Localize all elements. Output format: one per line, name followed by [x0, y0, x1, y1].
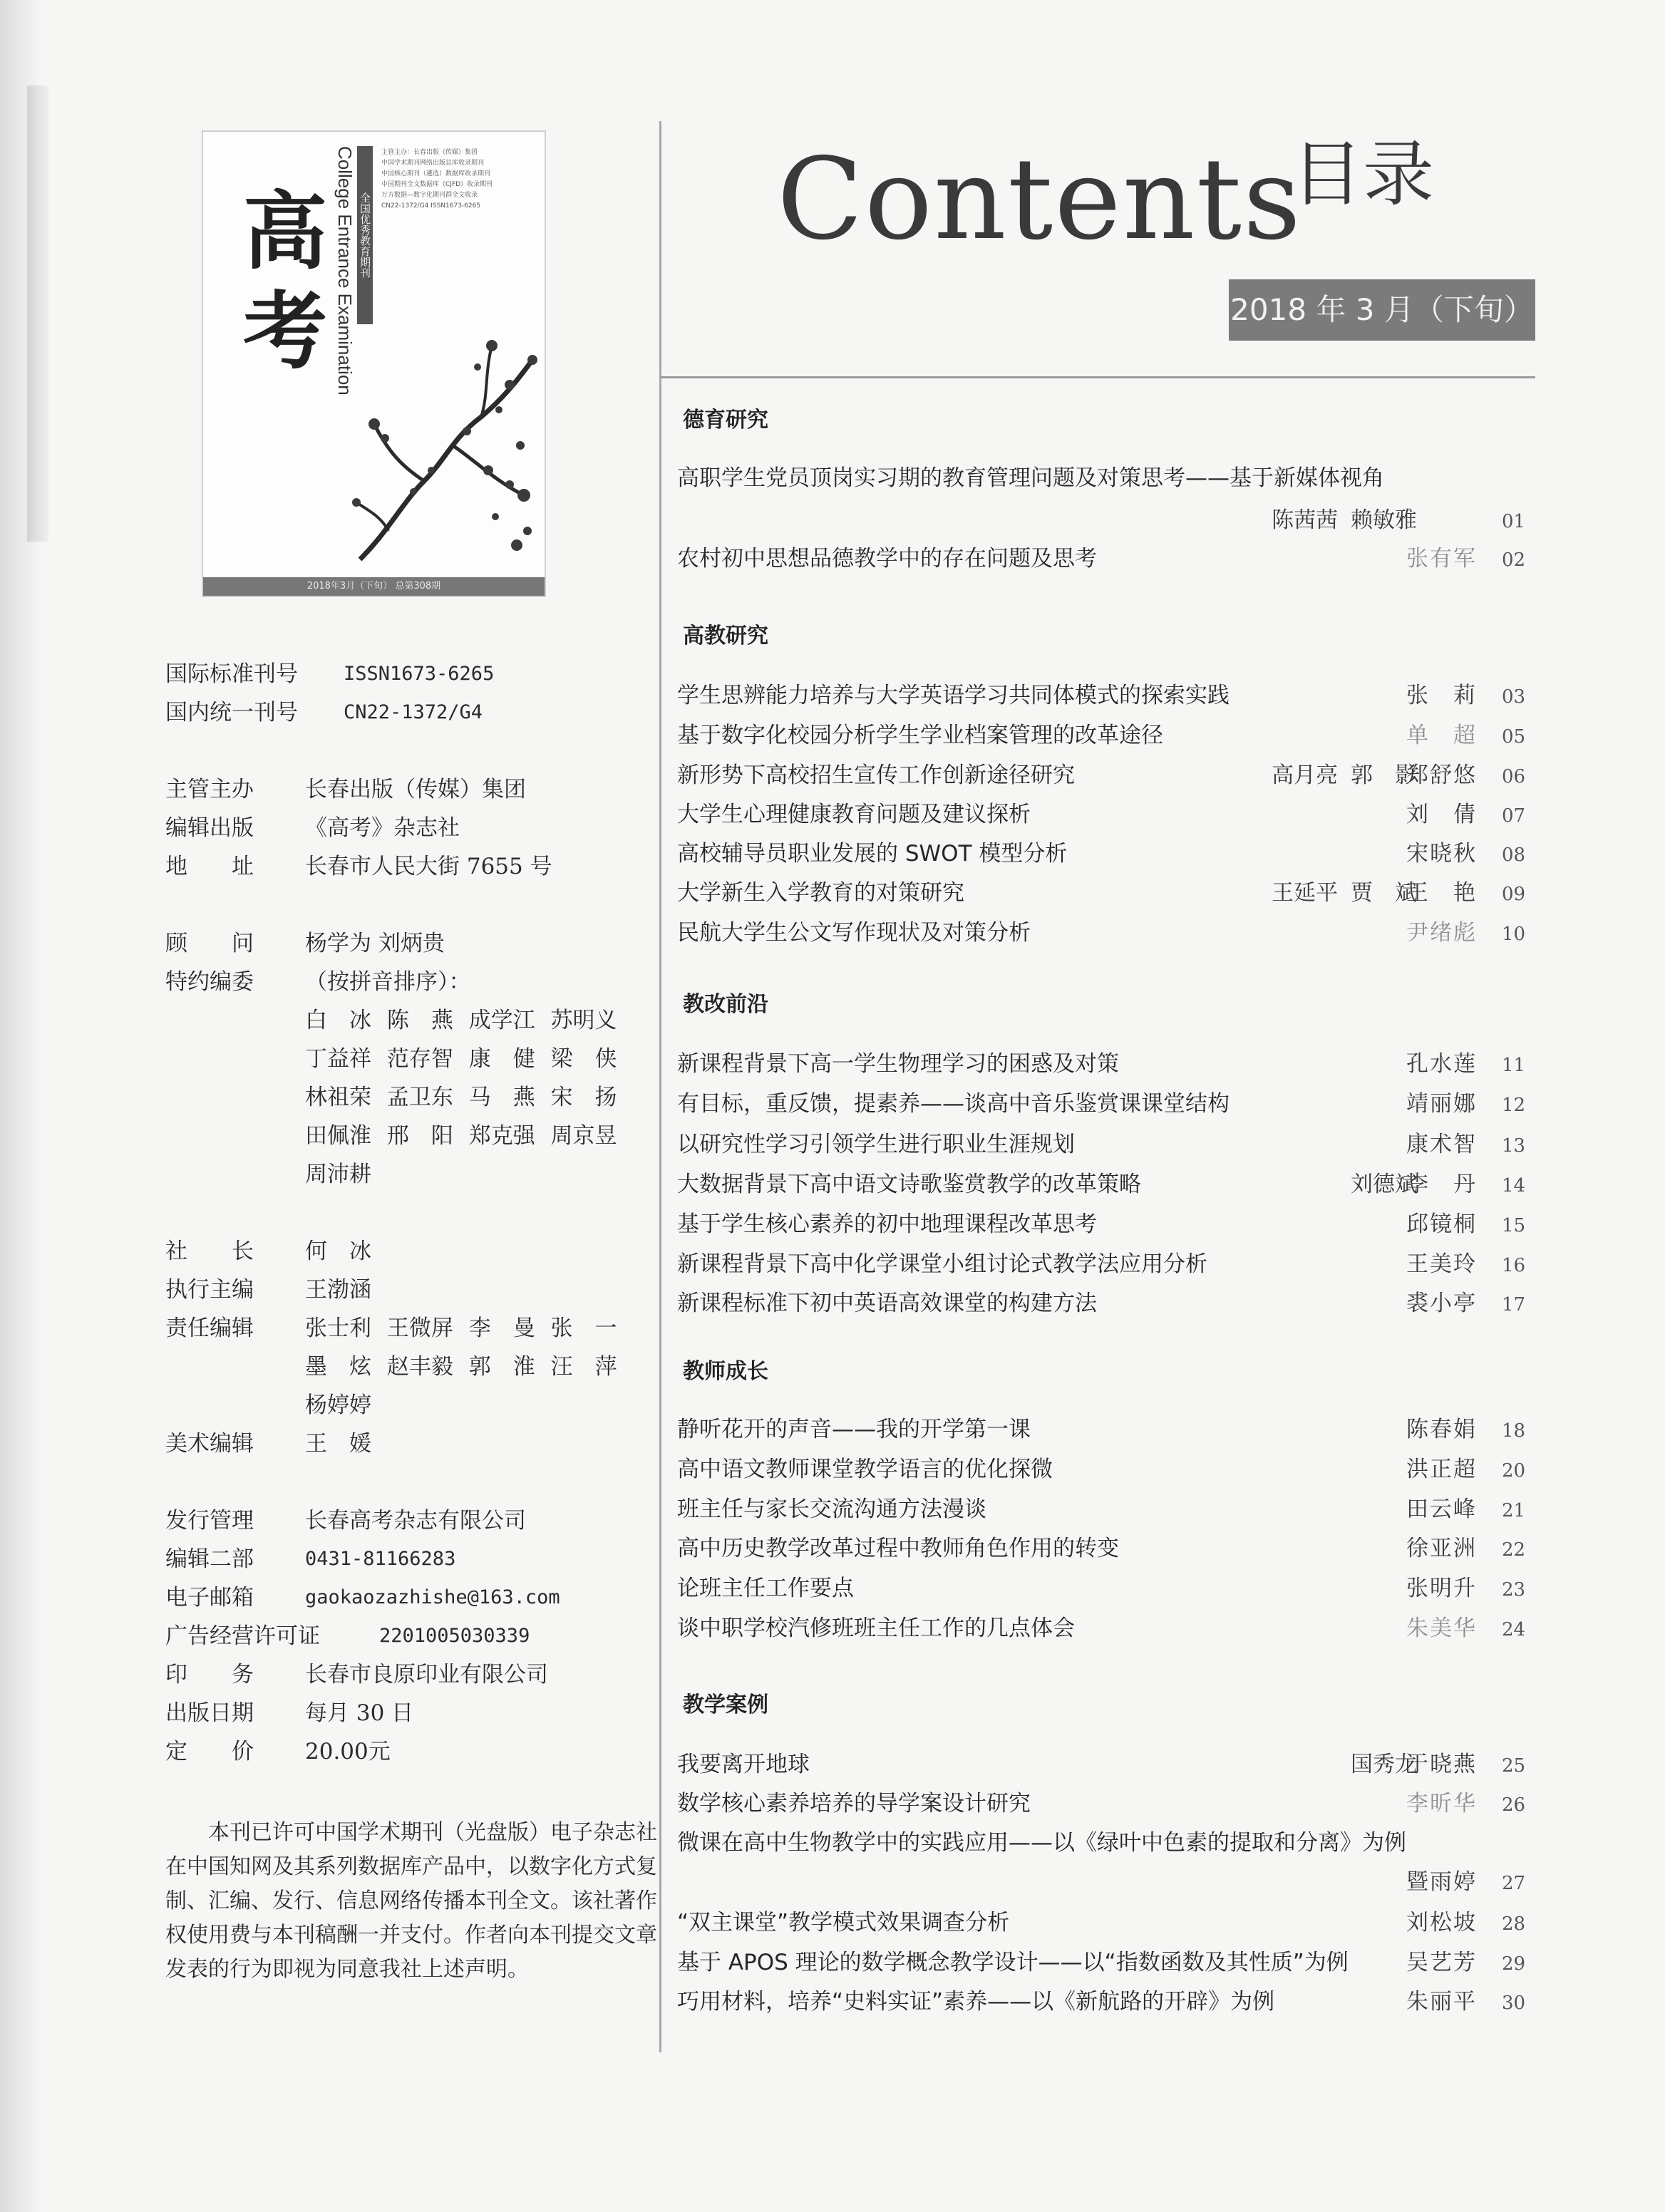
toc-entry-title: 数学核心素养培养的导学案设计研究 — [677, 1791, 1031, 1816]
toc-entry-author: 李 丹 — [1406, 1172, 1477, 1197]
toc-entry-page: 16 — [1502, 1255, 1526, 1276]
toc-entry-page: 01 — [1502, 511, 1526, 532]
toc-entry-title: “双主课堂”教学模式效果调查分析 — [677, 1910, 1010, 1936]
distribution-value: 长春高考杂志有限公司 — [305, 1508, 526, 1534]
toc-entry-page: 10 — [1502, 924, 1526, 945]
toc-entry-title: 新课程背景下高中化学课堂小组讨论式教学法应用分析 — [677, 1251, 1207, 1277]
header-rule — [661, 376, 1535, 378]
price-value: 20.00元 — [305, 1739, 391, 1764]
toc-entry-author: 暨雨婷 — [1406, 1869, 1477, 1895]
art-editor-label: 美术编辑 — [165, 1431, 254, 1457]
toc-entry-coauthors: 高月亮 郭 影 — [1272, 763, 1417, 788]
toc-entry-author: 裘小亭 — [1406, 1291, 1477, 1316]
magazine-cover-image — [202, 130, 546, 597]
toc-entry[interactable] — [677, 1864, 1532, 1901]
toc-entry-page: 15 — [1502, 1215, 1526, 1236]
toc-entry-title: 我要离开地球 — [677, 1752, 810, 1777]
distribution-row — [165, 1504, 664, 1538]
toc-entry-page: 11 — [1502, 1055, 1526, 1076]
toc-entry-author: 陈春娟 — [1406, 1417, 1477, 1442]
toc-entry-author: 于晓燕 — [1406, 1752, 1477, 1777]
toc-entry[interactable] — [677, 1045, 1532, 1082]
toc-entry[interactable] — [677, 1824, 1532, 1861]
cover-subtitle-en: College Entrance Examination — [334, 146, 356, 396]
distribution-label: 发行管理 — [165, 1508, 254, 1534]
price-row — [165, 1735, 664, 1769]
toc-entry-title: 有目标，重反馈，提素养——谈高中音乐鉴赏课课堂结构 — [677, 1091, 1230, 1117]
toc-entry-page: 14 — [1502, 1175, 1526, 1197]
publisher-label: 编辑出版 — [165, 815, 254, 841]
toc-entry-coauthors: 王延平 贾 斌 — [1272, 880, 1417, 906]
address-row — [165, 849, 664, 884]
mulu-heading: 目录 — [1292, 133, 1434, 216]
toc-entry-author: 洪正超 — [1406, 1457, 1477, 1482]
toc-entry[interactable] — [677, 1610, 1532, 1647]
resp-editors-line: 墨 炫 赵丰毅 郭 淮 汪 萍 — [305, 1354, 617, 1380]
toc-entry-page: 20 — [1502, 1460, 1526, 1482]
cn-row — [165, 696, 664, 730]
toc-entry-title: 新课程背景下高一学生物理学习的困惑及对策 — [677, 1051, 1119, 1077]
cover-note: 万方数据—数字化期刊群全文收录 — [381, 192, 478, 199]
art-editor-value: 王 媛 — [305, 1431, 371, 1457]
cover-notes — [381, 148, 535, 212]
issue-date-badge: 2018 年 3 月（下旬） — [1229, 279, 1535, 341]
toc-entry[interactable] — [677, 1491, 1532, 1528]
special-editors-note: （按拼音排序）： — [305, 969, 471, 995]
toc-entry-author: 朱美华 — [1406, 1616, 1477, 1641]
toc-entry[interactable] — [677, 1126, 1532, 1163]
toc-entry[interactable] — [677, 677, 1532, 714]
advisor-value: 杨学为 刘炳贵 — [305, 931, 445, 956]
toc-entry-title: 农村初中思想品德教学中的存在问题及思考 — [677, 546, 1097, 572]
resp-editors-line: 张士利 王微屏 李 曼 张 一 — [305, 1316, 617, 1341]
sponsor-label: 主管主办 — [165, 777, 254, 802]
toc-entry-page: 09 — [1502, 884, 1526, 905]
page-curl-shadow — [27, 86, 48, 542]
cover-note: 主管主办：长春出版（传媒）集团 — [381, 149, 478, 156]
toc-section-heading: 教改前沿 — [683, 992, 768, 1017]
toc-entry-title: 高职学生党员顶岗实习期的教育管理问题及对策思考——基于新媒体视角 — [677, 465, 1384, 491]
cn-label: 国内统一刊号 — [165, 700, 298, 725]
toc-entry-page: 07 — [1502, 805, 1526, 827]
special-editors-line: 周沛耕 — [305, 1162, 371, 1187]
advisor-row — [165, 926, 664, 961]
toc-entry-title: 谈中职学校汽修班班主任工作的几点体会 — [677, 1616, 1075, 1641]
email-value: gaokaozazhishe@163.com — [305, 1586, 560, 1608]
publisher-row — [165, 811, 664, 845]
toc-entry-page: 05 — [1502, 726, 1526, 748]
toc-entry-author: 郑舒悠 — [1406, 763, 1477, 788]
ad-license-row — [165, 1619, 664, 1653]
toc-entry[interactable] — [677, 1246, 1532, 1283]
toc-entry-author: 李昕华 — [1406, 1791, 1477, 1816]
toc-entry-coauthors: 刘德斌 — [1351, 1172, 1417, 1197]
toc-entry-page: 13 — [1502, 1135, 1526, 1157]
resp-editors-row — [165, 1311, 664, 1345]
toc-entry[interactable] — [677, 1983, 1532, 2020]
column-divider — [659, 121, 661, 2052]
toc-entry-page: 28 — [1502, 1913, 1526, 1935]
cover-footer: 2018年3月（下旬） 总第308期 — [203, 577, 545, 596]
toc-entry[interactable] — [677, 1746, 1532, 1783]
toc-entry[interactable] — [677, 460, 1532, 497]
toc-section-heading: 教师成长 — [683, 1359, 768, 1384]
toc-entry-title: 高中语文教师课堂教学语言的优化探微 — [677, 1457, 1053, 1482]
toc-entry-title: 大数据背景下高中语文诗歌鉴赏教学的改革策略 — [677, 1172, 1141, 1197]
toc-entry[interactable] — [677, 1785, 1532, 1822]
toc-entry-page: 12 — [1502, 1095, 1526, 1116]
toc-entry-author: 朱丽平 — [1406, 1989, 1477, 2015]
toc-entry-page: 06 — [1502, 766, 1526, 787]
toc-entry-title: 静听花开的声音——我的开学第一课 — [677, 1417, 1031, 1442]
cover-band: 全国优秀教育期刊 — [357, 146, 373, 324]
toc-entry-title: 以研究性学习引领学生进行职业生涯规划 — [677, 1132, 1075, 1157]
ad-license-value: 2201005030339 — [379, 1625, 530, 1647]
printer-value: 长春市良原印业有限公司 — [305, 1662, 548, 1688]
resp-editors-line: 杨婷婷 — [305, 1392, 371, 1418]
address-value: 长春市人民大街 7655 号 — [305, 854, 552, 879]
toc-entry-page: 26 — [1502, 1794, 1526, 1816]
toc-entry[interactable] — [677, 1944, 1532, 1981]
toc-entry-author: 刘松坡 — [1406, 1910, 1477, 1936]
toc-entry-author: 尹绪彪 — [1406, 920, 1477, 946]
dept2-label: 编辑二部 — [165, 1546, 254, 1572]
advisor-label: 顾 问 — [165, 931, 254, 956]
email-row — [165, 1581, 664, 1615]
toc-entry-author: 孔水莲 — [1406, 1051, 1477, 1077]
toc-entry-author: 吴艺芳 — [1406, 1950, 1477, 1975]
issn-row — [165, 657, 664, 691]
toc-entry-author: 邱镜桐 — [1406, 1211, 1477, 1237]
toc-entry-title: 班主任与家长交流沟通方法漫谈 — [677, 1497, 986, 1522]
email-label: 电子邮箱 — [165, 1585, 254, 1611]
toc-entry-title: 巧用材料，培养“史料实证”素养——以《新航路的开辟》为例 — [677, 1989, 1275, 2015]
toc-entry-page: 03 — [1502, 686, 1526, 708]
issn-label: 国际标准刊号 — [165, 661, 298, 687]
president-label: 社 长 — [165, 1239, 254, 1264]
price-label: 定 价 — [165, 1739, 254, 1764]
sponsor-row — [165, 772, 664, 807]
toc-entry-title: 新形势下高校招生宣传工作创新途径研究 — [677, 763, 1075, 788]
toc-entry-title: 基于 APOS 理论的数学概念教学设计——以“指数函数及其性质”为例 — [677, 1950, 1349, 1975]
toc-entry-page: 29 — [1502, 1953, 1526, 1975]
toc-entry-page: 17 — [1502, 1294, 1526, 1316]
toc-entry[interactable] — [677, 1904, 1532, 1941]
address-label: 地 址 — [165, 854, 254, 879]
chief-editor-value: 王渤涵 — [305, 1277, 371, 1303]
toc-entry-title: 大学生心理健康教育问题及建议探析 — [677, 802, 1031, 827]
special-editors-line: 丁益祥 范存智 康 健 梁 侠 — [305, 1046, 617, 1072]
special-editors-line: 林祖荣 孟卫东 马 燕 宋 扬 — [305, 1085, 617, 1110]
toc-entry[interactable] — [677, 1166, 1532, 1203]
toc-entry-page: 25 — [1502, 1755, 1526, 1777]
toc-entry-title: 微课在高中生物教学中的实践应用——以《绿叶中色素的提取和分离》为例 — [677, 1830, 1406, 1856]
pub-date-value: 每月 30 日 — [305, 1700, 414, 1726]
art-editor-row — [165, 1427, 664, 1461]
cover-note: 中国期刊全文数据库（CJFD）收录期刊 — [381, 181, 493, 188]
toc-entry[interactable] — [677, 1206, 1532, 1243]
toc-entry-coauthors: 国秀龙 — [1351, 1752, 1417, 1777]
toc-entry-title: 高中历史教学改革过程中教师角色作用的转变 — [677, 1536, 1119, 1561]
toc-entry[interactable] — [677, 1570, 1532, 1607]
toc-entry-author: 靖丽娜 — [1406, 1091, 1477, 1117]
toc-entry-page: 23 — [1502, 1579, 1526, 1601]
toc-entry[interactable] — [677, 835, 1532, 872]
toc-entry-title: 基于学生核心素养的初中地理课程改革思考 — [677, 1211, 1097, 1237]
toc-entry-author: 康术智 — [1406, 1132, 1477, 1157]
printer-row — [165, 1658, 664, 1692]
resp-editors-label: 责任编辑 — [165, 1316, 254, 1341]
toc-entry-title: 学生思辨能力培养与大学英语学习共同体模式的探索实践 — [677, 683, 1230, 708]
toc-entry-page: 02 — [1502, 549, 1526, 571]
printer-label: 印 务 — [165, 1662, 254, 1688]
plum-blossom-branch-art — [346, 317, 545, 574]
toc-entry[interactable] — [677, 1530, 1532, 1567]
toc-entry[interactable] — [677, 1085, 1532, 1122]
toc-entry-title: 论班主任工作要点 — [677, 1576, 854, 1601]
toc-entry-author: 王美玲 — [1406, 1251, 1477, 1277]
toc-entry[interactable] — [677, 914, 1532, 951]
toc-section-heading: 教学案例 — [683, 1692, 768, 1717]
cover-title: 高考 — [242, 182, 327, 381]
toc-entry[interactable] — [677, 796, 1532, 833]
toc-entry-author: 宋晓秋 — [1406, 841, 1477, 867]
toc-section-heading: 德育研究 — [683, 408, 768, 433]
toc-entry-author: 田云峰 — [1406, 1497, 1477, 1522]
president-row — [165, 1234, 664, 1268]
toc-entry[interactable] — [677, 540, 1532, 577]
pub-date-row — [165, 1696, 664, 1730]
toc-entry[interactable] — [677, 717, 1532, 754]
toc-entry-author: 王 艳 — [1406, 880, 1477, 906]
dept2-row — [165, 1542, 664, 1576]
special-editors-row — [165, 965, 664, 999]
toc-entry[interactable] — [677, 757, 1532, 794]
issn-value: ISSN1673-6265 — [344, 663, 495, 685]
chief-editor-row — [165, 1273, 664, 1307]
toc-entry[interactable] — [677, 1411, 1532, 1448]
contents-heading: Contents — [777, 134, 1303, 265]
toc-entry[interactable] — [677, 502, 1532, 539]
toc-entry-title: 基于数字化校园分析学生学业档案管理的改革途径 — [677, 723, 1163, 748]
president-value: 何 冰 — [305, 1239, 371, 1264]
sponsor-value: 长春出版（传媒）集团 — [305, 777, 526, 802]
toc-entry-title: 新课程标准下初中英语高效课堂的构建方法 — [677, 1291, 1097, 1316]
toc-entry-page: 27 — [1502, 1873, 1526, 1894]
ad-license-label: 广告经营许可证 — [165, 1623, 320, 1649]
cover-note: 中国学术期刊网络出版总库收录期刊 — [381, 160, 485, 167]
toc-entry[interactable] — [677, 874, 1532, 911]
toc-entry-title: 高校辅导员职业发展的 SWOT 模型分析 — [677, 841, 1068, 867]
special-editors-label: 特约编委 — [165, 969, 254, 995]
toc-entry-author: 刘 倩 — [1406, 802, 1477, 827]
toc-entry-title: 民航大学生公文写作现状及对策分析 — [677, 920, 1031, 946]
toc-entry-coauthors: 陈茜茜 赖敏雅 — [1272, 507, 1417, 533]
chief-editor-label: 执行主编 — [165, 1277, 254, 1303]
copyright-statement: 本刊已许可中国学术期刊（光盘版）电子杂志社在中国知网及其系列数据库产品中，以数字化方式复制、汇编、发行、信息网络传播本刊全文。该社著作权使用费与本刊稿酬一并支付。作者向本刊提交文章发表的行为即视为同意我社上述声明。 — [165, 1820, 657, 1982]
publisher-value: 《高考》杂志社 — [305, 815, 460, 841]
toc-entry-author: 张 莉 — [1406, 683, 1477, 708]
toc-entry[interactable] — [677, 1451, 1532, 1488]
toc-entry-page: 08 — [1502, 844, 1526, 866]
toc-entry-author: 单 超 — [1406, 723, 1477, 748]
special-editors-line: 田佩淮 邢 阳 郑克强 周京昱 — [305, 1123, 617, 1149]
toc-entry-author: 徐亚洲 — [1406, 1536, 1477, 1561]
toc-section-heading: 高教研究 — [683, 624, 768, 648]
toc-entry-page: 22 — [1502, 1539, 1526, 1561]
toc-entry-author: 张有军 — [1406, 546, 1477, 572]
toc-entry-page: 21 — [1502, 1500, 1526, 1521]
cn-value: CN22-1372/G4 — [344, 701, 483, 723]
toc-entry-page: 18 — [1502, 1420, 1526, 1442]
toc-entry-title: 大学新生入学教育的对策研究 — [677, 880, 964, 906]
dept2-phone: 0431-81166283 — [305, 1548, 456, 1570]
toc-entry-author: 张明升 — [1406, 1576, 1477, 1601]
cover-note: CN22-1372/G4 ISSN1673-6265 — [381, 202, 481, 210]
pub-date-label: 出版日期 — [165, 1700, 254, 1726]
toc-entry-page: 30 — [1502, 1993, 1526, 2014]
special-editors-line: 白 冰 陈 燕 成学江 苏明义 — [305, 1008, 617, 1033]
toc-entry-page: 24 — [1502, 1619, 1526, 1640]
toc-entry[interactable] — [677, 1285, 1532, 1322]
cover-note: 中国核心期刊（遴选）数据库收录期刊 — [381, 170, 491, 177]
